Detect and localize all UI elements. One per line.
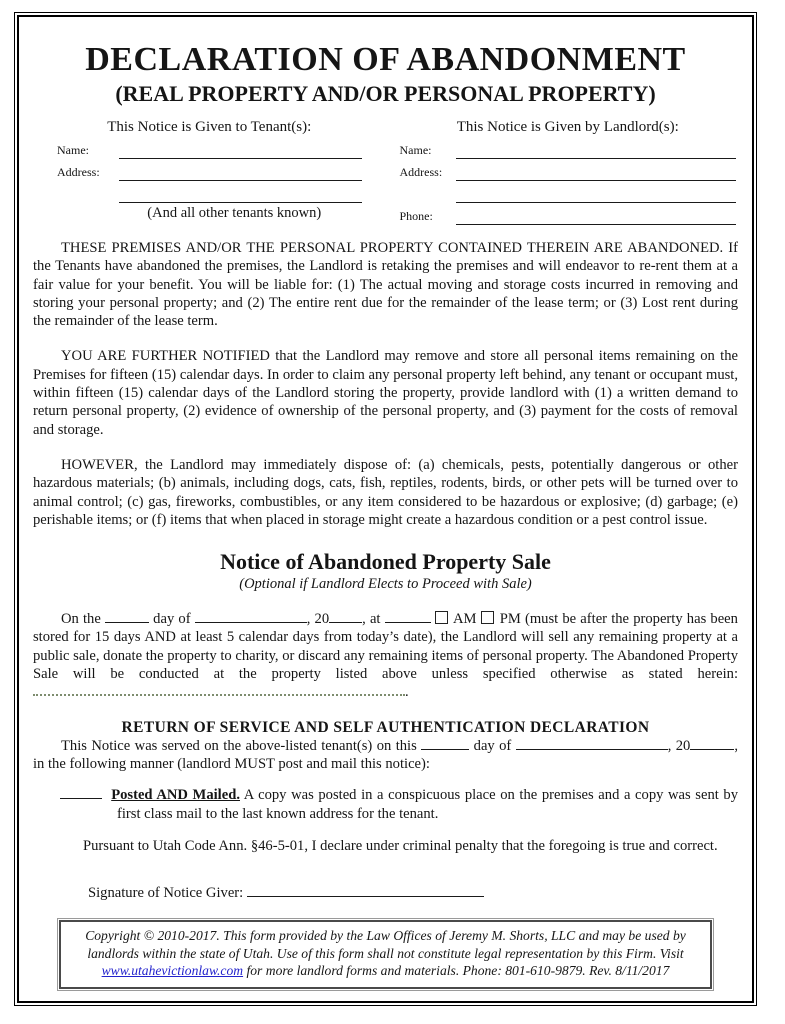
pm-label: PM xyxy=(499,611,521,628)
document-subtitle: (REAL PROPERTY AND/OR PERSONAL PROPERTY) xyxy=(115,81,656,106)
copyright-box xyxy=(59,920,712,989)
tenant-address2-row xyxy=(57,181,362,203)
sale-location-blank[interactable] xyxy=(33,684,405,696)
landlord-address-input[interactable] xyxy=(456,163,737,181)
sale-seg-day-of: day of xyxy=(153,611,191,628)
landlord-heading: This Notice is Given by Landlord(s): xyxy=(456,119,679,135)
tenant-block xyxy=(33,118,386,225)
signature-input[interactable] xyxy=(247,884,484,897)
further-notified-paragraph: YOU ARE FURTHER NOTIFIED that the Landlord may remove and store all personal items remaining on the Premises for fifteen (15) calendar days. In order to claim any personal property left behind, any tenant or occupant must, within fifteen (15) calendar days of the Landlord storing the property, provide landlord with (1) a written demand to return personal property, (2) evidence of ownership of the personal property, and (3) payment for the costs of removal and storage. xyxy=(33,348,738,438)
ros-seg2: day of xyxy=(473,737,512,754)
landlord-address2-row xyxy=(400,181,737,203)
posted-and-mailed-item xyxy=(60,786,738,823)
tenant-heading: This Notice is Given to Tenant(s): xyxy=(107,119,312,135)
landlord-address-row xyxy=(400,159,737,181)
sale-time-blank[interactable] xyxy=(385,610,431,623)
ros-seg4: , in the following manner (landlord MUST post and mail this notice): xyxy=(33,737,739,772)
tenant-address-input[interactable] xyxy=(119,163,362,181)
sale-heading: Notice of Abandoned Property Sale xyxy=(220,549,551,575)
return-of-service-heading: RETURN OF SERVICE AND SELF AUTHENTICATION DECLARATION xyxy=(121,718,650,736)
landlord-address2-input[interactable] xyxy=(456,185,737,203)
posted-and-mailed-text: A copy was posted in a conspicuous place on the premises and a copy was sent by first class mail to the last known address for the tenant. xyxy=(117,787,738,822)
parties-section xyxy=(33,118,738,225)
abandoned-paragraph: THESE PREMISES AND/OR THE PERSONAL PROPERTY CONTAINED THEREIN ARE ABANDONED. If the Tenants have abandoned the premises, the Landlord is retaking the premises and will endeavor to re-rent them at a fair value for your benefit. You will be liable for: (1) The actual moving and storage costs incurred in removing and storing your personal property; and (2) The entire rent due for the remainder of the lease term; or (3) Lost rent during the remainder of the lease term. xyxy=(33,240,738,330)
tenant-address-row xyxy=(57,159,362,181)
sale-seg-on-the: On the xyxy=(61,611,101,628)
sale-seg-at: , at xyxy=(362,611,381,628)
served-year-blank[interactable] xyxy=(690,737,734,750)
landlord-name-input[interactable] xyxy=(456,141,737,159)
sale-day-blank[interactable] xyxy=(105,610,149,623)
sale-seg-rest: (must be after the property has been stored for 15 days AND at least 5 calendar days from today’s date), the Landlord will sell any remaining property at a public sale, donate the property to charity, or discard any remaining items of personal property. The Abandoned Property Sale will be conducted at the property listed above unless specified otherwise as stated herein: xyxy=(33,611,738,683)
signature-row xyxy=(88,884,738,902)
landlord-address-label: Address: xyxy=(399,165,443,179)
tenant-address2-input[interactable] xyxy=(119,185,362,203)
sale-paragraph xyxy=(33,610,738,701)
ros-seg1: This Notice was served on the above-listed tenant(s) on this xyxy=(61,737,417,754)
pm-checkbox[interactable] xyxy=(481,611,494,624)
pursuant-statement: Pursuant to Utah Code Ann. §46-5-01, I declare under criminal penalty that the foregoing is true and correct. xyxy=(83,837,718,854)
am-label: AM xyxy=(453,611,477,628)
served-day-blank[interactable] xyxy=(421,737,469,750)
sale-year-blank[interactable] xyxy=(329,610,362,623)
copyright-text-post: for more landlord forms and materials. Phone: 801-610-9879. Rev. 8/11/2017 xyxy=(246,963,670,979)
landlord-phone-input[interactable] xyxy=(456,207,737,225)
landlord-phone-row xyxy=(400,203,737,225)
document-title: DECLARATION OF ABANDONMENT xyxy=(85,41,686,78)
document-page xyxy=(17,15,754,1003)
served-paragraph xyxy=(33,737,738,774)
am-checkbox[interactable] xyxy=(435,611,448,624)
sale-seg-end: . xyxy=(405,684,409,701)
website-link[interactable]: www.utahevictionlaw.com xyxy=(101,963,244,979)
tenant-name-input[interactable] xyxy=(119,141,362,159)
copyright-text-pre: Copyright © 2010-2017. This form provided by the Law Offices of Jeremy M. Shorts, LLC and may be used by landlords within the state of Utah. Use of this form shall not constitute legal representation by this Firm. Visit xyxy=(85,928,686,961)
tenant-address-label: Address: xyxy=(57,165,100,179)
posted-initial-blank[interactable] xyxy=(60,786,102,799)
landlord-block xyxy=(386,118,739,225)
dispose-paragraph: HOWEVER, the Landlord may immediately dispose of: (a) chemicals, pests, potentially dangerous or other hazardous materials; (b) animals, including dogs, cats, fish, reptiles, rodents, birds, or other pets will be turned over to animal control; (c) gas, fireworks, combustibles, or any item considered to be hazardous or explosive; (d) garbage; (e) perishable items; or (f) items that when placed in storage might create a hazardous condition or a pest control issue. xyxy=(33,456,738,528)
landlord-name-label: Name: xyxy=(399,143,432,157)
landlord-name-row xyxy=(400,137,737,159)
tenant-name-label: Name: xyxy=(57,143,89,157)
tenant-name-row xyxy=(57,137,362,159)
tenant-footnote: (And all other tenants known) xyxy=(147,205,322,221)
ros-seg3: , 20 xyxy=(667,737,691,754)
sale-subheading: (Optional if Landlord Elects to Proceed with Sale) xyxy=(239,576,532,593)
served-month-blank[interactable] xyxy=(516,737,668,750)
landlord-phone-label: Phone: xyxy=(399,209,433,223)
sale-month-blank[interactable] xyxy=(195,610,307,623)
signature-label: Signature of Notice Giver: xyxy=(88,885,244,902)
posted-and-mailed-label: Posted AND Mailed. xyxy=(111,787,240,804)
sale-seg-year: , 20 xyxy=(306,611,330,628)
